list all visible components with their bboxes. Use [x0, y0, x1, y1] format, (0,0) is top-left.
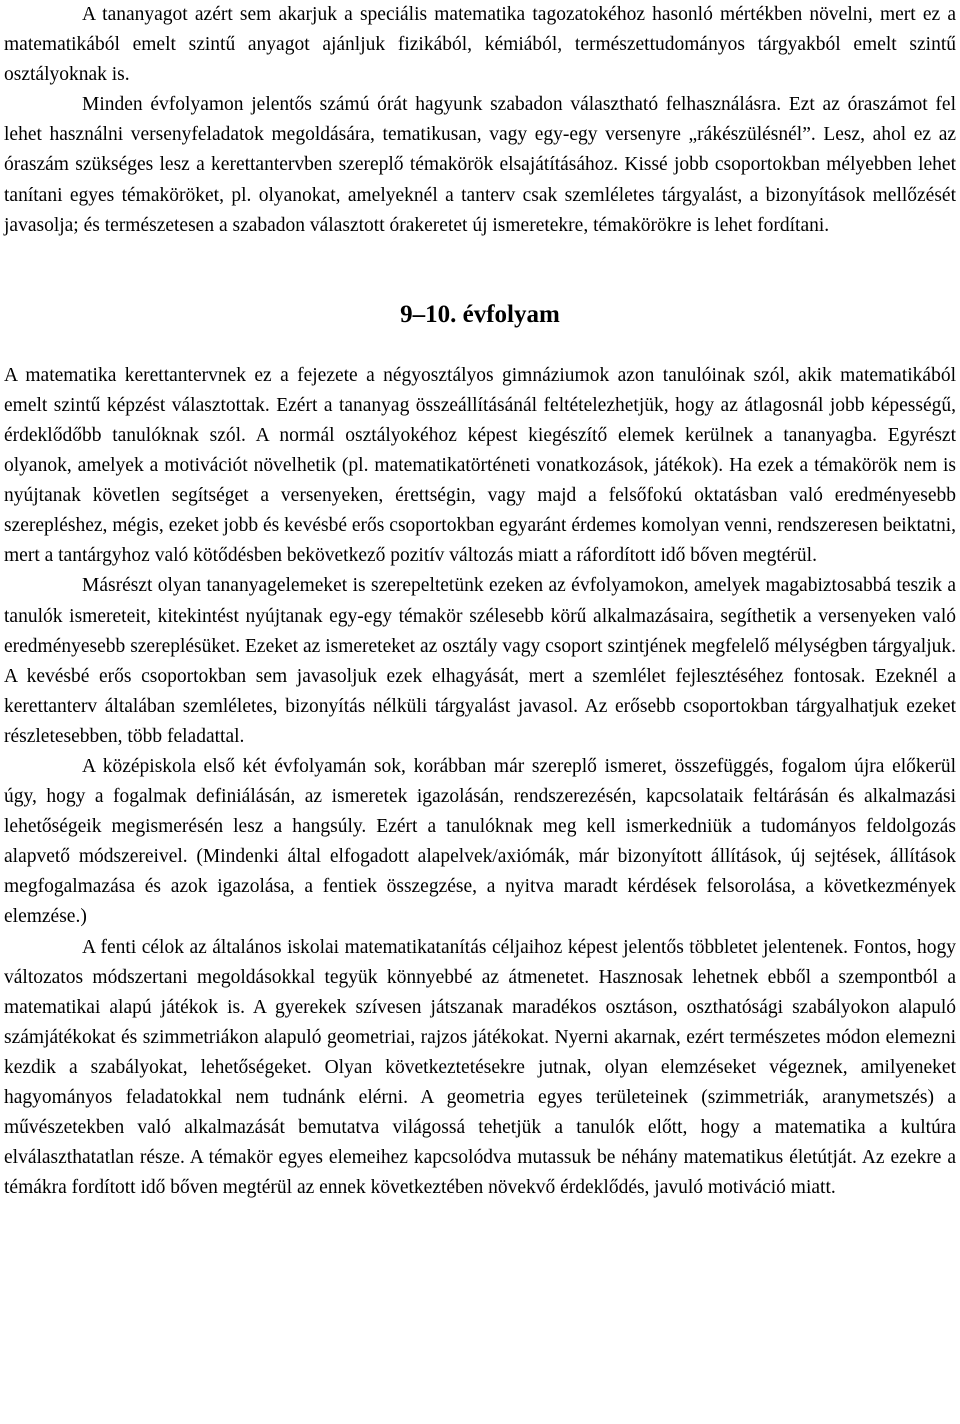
paragraph: Minden évfolyamon jelentős számú órát hagyunk szabadon választható felhasználásra. Ezt az óraszámot fel lehet használni versenyfeladatok megoldására, tematikusan, vagy egy-egy versenyre „rákészülésnél”. Lesz, ahol ez az óraszám szükséges lesz a kerettantervben szereplő témakörök elsajátításához. Kissé jobb csoportokban mélyebben lehet tanítani egyes témaköröket, pl. olyanokat, amelyeknél a tanterv csak szemléletes tárgyalást, a bizonyítások mellőzését javasolja; és természetesen a szabadon választott órakeretet új ismeretekre, témakörökre is lehet fordítani.	[4, 94, 956, 236]
paragraph: A fenti célok az általános iskolai matematikatanítás céljaihoz képest jelentős többletet jelentenek. Fontos, hogy változatos módszertani megoldásokkal tegyük könnyebbé az átmenetet. Hasznosak lehetnek ebből a szempontból a matematikai alapú játékok is. A gyerekek szívesen játszanak maradékos osztáson, oszthatósági szabályokon alapuló számjátékokat és szimmetriákon alapuló geometriai, rajzos játékokat. Nyerni akarnak, ezért természetes módon elemezni kezdik a szabályokat, lehetőségeket. Olyan következtetésekre jutnak, olyan elemzéseket végeznek, amilyeneket hagyományos feladatokkal nem tudnánk elérni. A geometria egyes területeinek (szimmetriák, aranymetszés) a művészetekben való alkalmazását bemutatva világossá tehetjük a tanulók előtt, hogy a matematika a kultúra elválaszthatatlan része. A témakör egyes elemeihez kapcsolódva mutassuk be néhány matematikus életútját. Az ezekre a témákra fordított idő bőven megtérül az ennek következtében növekvő érdeklődés, javuló motiváció miatt.	[4, 936, 956, 1199]
paragraph: A középiskola első két évfolyamán sok, korábban már szereplő ismeret, összefüggés, fogalom újra előkerül úgy, hogy a fogalmak definiálásán, az ismeretek igazolásán, rendszerezésén, kapcsolataik feltárásán és alkalmazási lehetőségeik megismerésén lesz a hangsúly. Ezért a tanulóknak meg kell ismerkedniük a tudományos feldolgozás alapvető módszereivel. (Mindenki által elfogadott alapelvek/axiómák, már bizonyított állítások, új sejtések, állítások megfogalmazása és azok igazolása, a fentiek összegzése, a nyitva maradt kérdések felsorolása, a következmények elemzése.)	[4, 755, 956, 928]
paragraph: A tananyagot azért sem akarjuk a speciális matematika tagozatokéhoz hasonló mértékben növelni, mert ez a matematikából emelt szintű anyagot ajánljuk fizikából, kémiából, természettudományos tárgyakból emelt szintű osztályoknak is.	[4, 4, 956, 86]
section-heading: 9–10. évfolyam	[400, 300, 560, 328]
paragraph: Másrészt olyan tananyagelemeket is szerepeltetünk ezeken az évfolyamokon, amelyek magabiztosabbá teszik a tanulók ismereteit, kitekintést nyújtanak egy-egy témakör szélesebb körű alkalmazásaira, segíthetik a versenyeken való eredményesebb szereplésüket. Ezeket az ismereteket az osztály vagy csoport szintjének megfelelő mélységben tárgyaljuk. A kevésbé erős csoportokban sem javasoljuk ezek elhagyását, mert a szemlélet fejlesztéséhez fontosak. Ezeknél a kerettanterv általában szemléletes, bizonyítás nélküli tárgyalást javasol. Az erősebb csoportokban tárgyalhatjuk ezeket részletesebben, több feladattal.	[4, 575, 956, 747]
intro-block	[4, 0, 956, 241]
section-body	[4, 361, 956, 1204]
paragraph: A matematika kerettantervnek ez a fejezete a négyosztályos gimnáziumok azon tanulóinak szól, akik matematikából emelt szintű képzést választottak. Ezért a tananyag összeállításánál feltételezhetjük, hogy az átlagosnál jobb képességű, érdeklődőbb tanulóknak szól. A normál osztályokéhoz képest kiegészítő elemek kerülnek a tananyagba. Egyrészt olyanok, amelyek a motivációt növelhetik (pl. matematikatörténeti vonatkozások, játékok). Ha ezek a témakörök nem is nyújtanak követlen segítséget a versenyeken, érettségin, vagy majd a felsőfokú oktatásban való eredményesebb szerepléshez, mégis, ezeket jobb és kevésbé erős csoportokban egyaránt érdemes komolyan venni, rendszeresen beiktatni, mert a tantárgyhoz való kötődésben bekövetkező pozitív változás miatt a ráfordított idő bőven megtérül.	[4, 364, 956, 567]
